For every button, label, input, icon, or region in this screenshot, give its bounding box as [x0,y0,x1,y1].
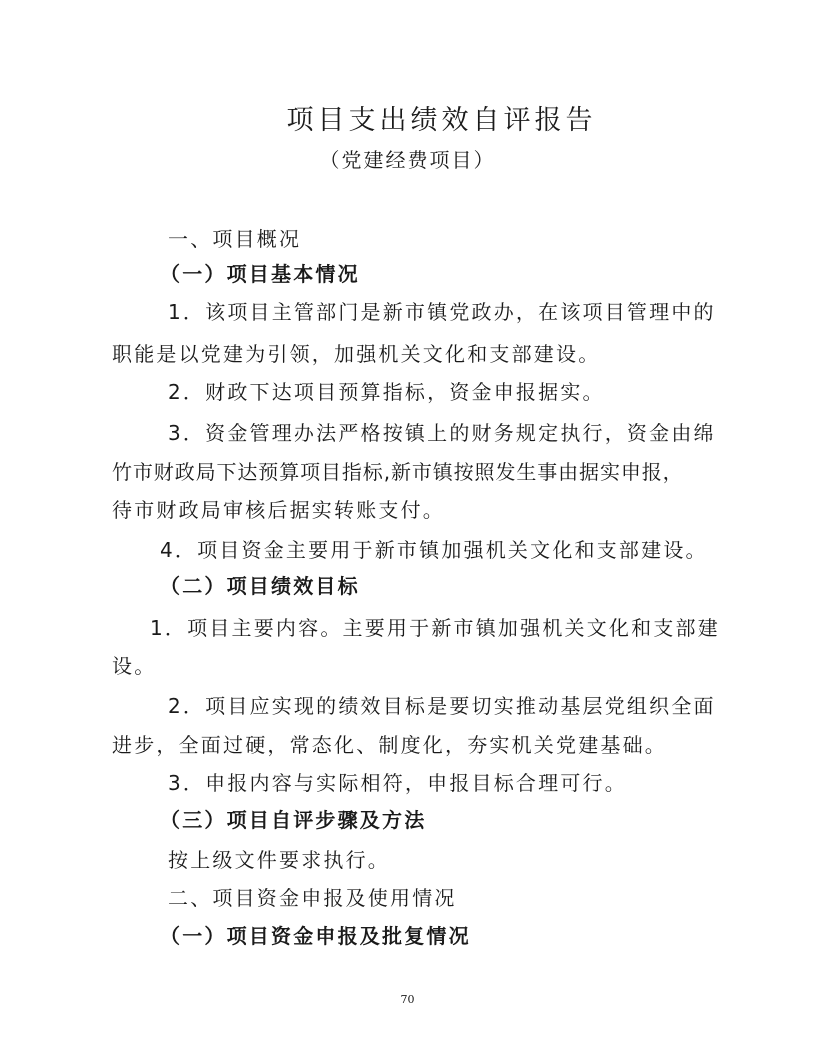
paragraph-line: 设。 [112,654,157,678]
paragraph-line: 职能是以党建为引领，加强机关文化和支部建设。 [112,342,601,366]
subheading-performance-goals: （二）项目绩效目标 [160,574,360,598]
paragraph-line: 按上级文件要求执行。 [168,848,390,872]
paragraph-line: 待市财政局审核后据实转账支付。 [112,498,445,522]
paragraph-line: 2．项目应实现的绩效目标是要切实推动基层党组织全面 [168,694,716,718]
paragraph-line: 1．项目主要内容。主要用于新市镇加强机关文化和支部建 [150,616,720,640]
paragraph-line: 进步，全面过硬，常态化、制度化，夯实机关党建基础。 [112,733,667,757]
subheading-basic-info: （一）项目基本情况 [160,262,360,286]
subheading-self-evaluation-steps: （三）项目自评步骤及方法 [160,808,427,832]
document-title: 项目支出绩效自评报告 [286,105,597,136]
section-heading-funding: 二、项目资金申报及使用情况 [168,886,457,910]
paragraph-line: 4．项目资金主要用于新市镇加强机关文化和支部建设。 [160,538,708,562]
paragraph-line: 3．申报内容与实际相符，申报目标合理可行。 [168,771,627,795]
paragraph-line: 2．财政下达项目预算指标，资金申报据实。 [168,380,605,404]
paragraph-line: 竹市财政局下达预算项目指标,新市镇按照发生事由据实申报， [112,460,684,484]
section-heading-overview: 一、项目概况 [168,227,302,251]
paragraph-line: 1．该项目主管部门是新市镇党政办，在该项目管理中的 [168,300,716,324]
subheading-funding-approval: （一）项目资金申报及批复情况 [160,924,471,948]
document-subtitle: （党建经费项目） [319,148,496,172]
page-number: 70 [400,993,415,1006]
paragraph-line: 3．资金管理办法严格按镇上的财务规定执行，资金由绵 [168,421,716,445]
